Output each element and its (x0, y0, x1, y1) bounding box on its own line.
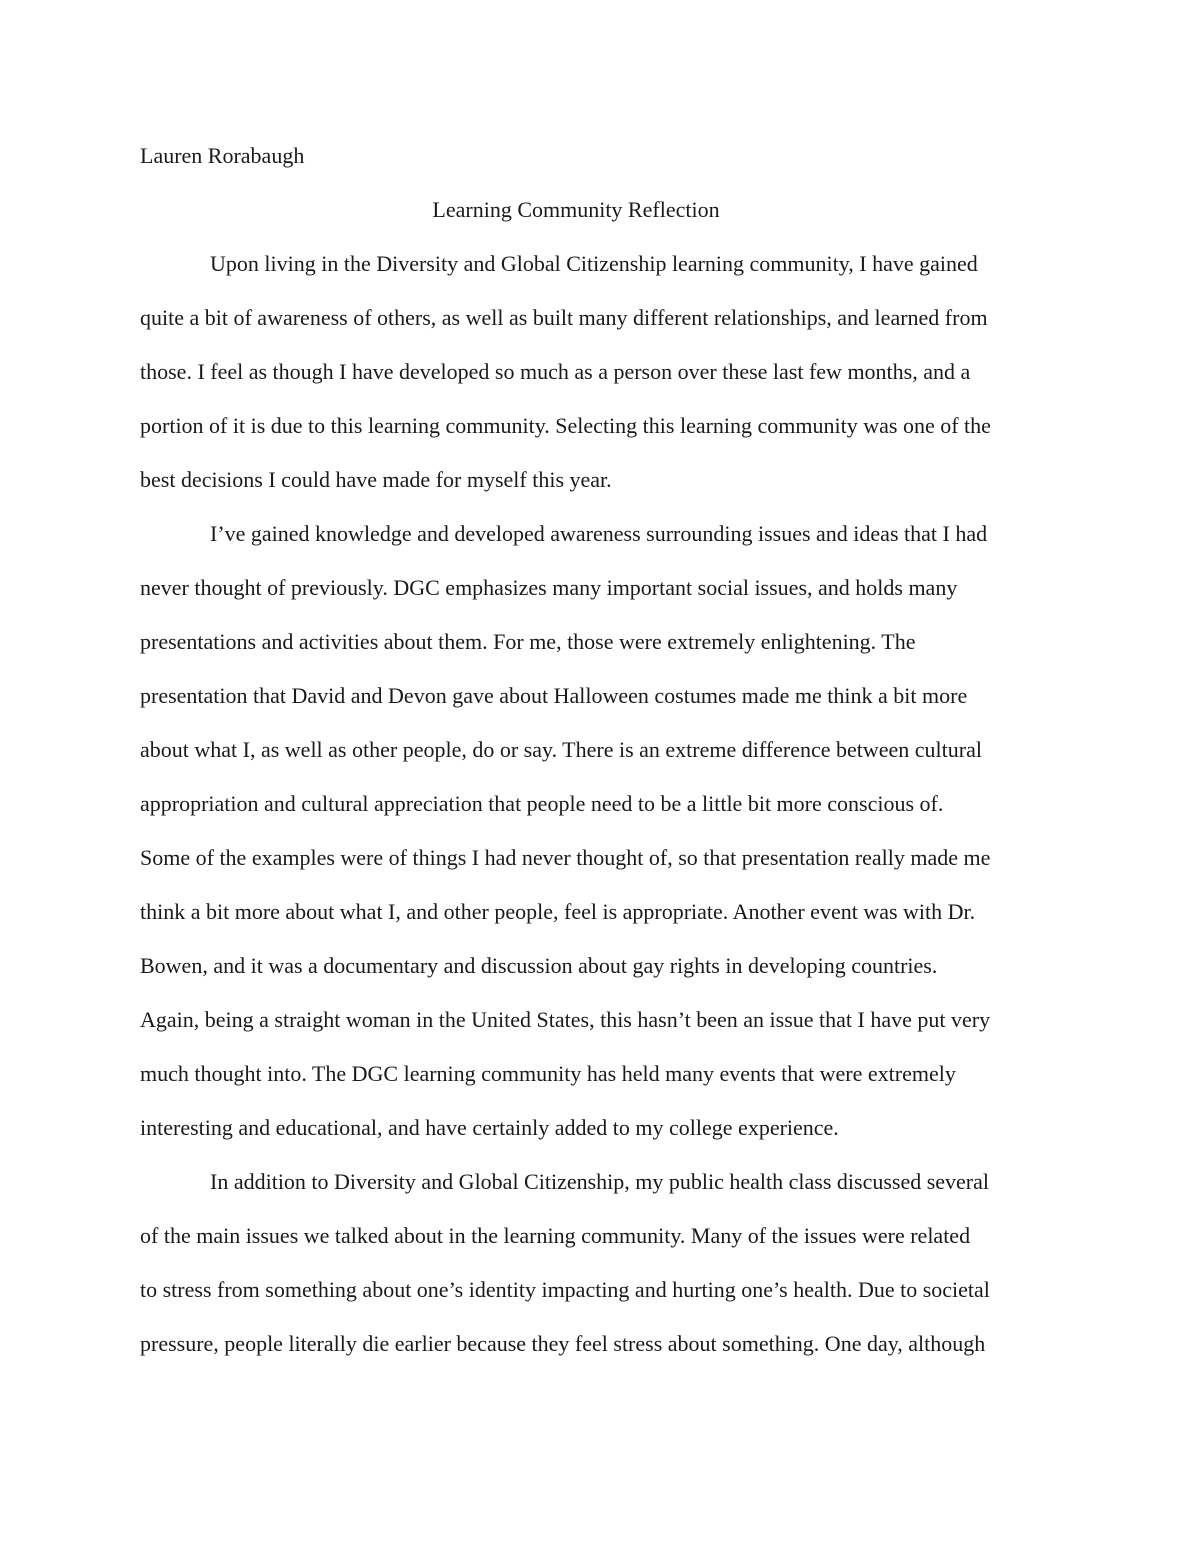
paragraph-line: Some of the examples were of things I had never thought of, so that presentation really made me (140, 845, 991, 870)
paragraph-line: about what I, as well as other people, do or say. There is an extreme difference between cultural (140, 737, 982, 762)
paragraph-line: best decisions I could have made for myself this year. (140, 467, 612, 492)
paragraph-line: think a bit more about what I, and other people, feel is appropriate. Another event was with Dr. (140, 899, 976, 924)
paragraph-line: portion of it is due to this learning community. Selecting this learning community was one of the (140, 413, 991, 438)
paragraph-line: Upon living in the Diversity and Global Citizenship learning community, I have gained (210, 251, 978, 276)
paragraph-line: pressure, people literally die earlier because they feel stress about something. One day, although (140, 1331, 986, 1356)
paragraph-line: never thought of previously. DGC emphasizes many important social issues, and holds many (140, 575, 958, 600)
paragraph-line: appropriation and cultural appreciation that people need to be a little bit more conscious of. (140, 791, 944, 816)
paragraph-line: presentations and activities about them. For me, those were extremely enlightening. The (140, 629, 916, 654)
paragraph-line: In addition to Diversity and Global Citizenship, my public health class discussed several (210, 1169, 990, 1194)
paragraph-line: much thought into. The DGC learning community has held many events that were extremely (140, 1061, 956, 1086)
paragraph-line: presentation that David and Devon gave about Halloween costumes made me think a bit more (140, 683, 968, 708)
page-title: Learning Community Reflection (432, 197, 720, 222)
paragraph-line: of the main issues we talked about in the learning community. Many of the issues were related (140, 1223, 971, 1248)
paragraph-line: to stress from something about one’s identity impacting and hurting one’s health. Due to societal (140, 1277, 990, 1302)
author-name: Lauren Rorabaugh (140, 143, 305, 168)
paragraph-line: quite a bit of awareness of others, as well as built many different relationships, and learned from (140, 305, 988, 330)
paragraph-line: Bowen, and it was a documentary and discussion about gay rights in developing countries. (140, 953, 938, 978)
paragraph-line: I’ve gained knowledge and developed awareness surrounding issues and ideas that I had (210, 521, 988, 546)
paragraph-line: Again, being a straight woman in the United States, this hasn’t been an issue that I have put very (140, 1007, 991, 1032)
paragraph-line: those. I feel as though I have developed so much as a person over these last few months, and a (140, 359, 971, 384)
paragraph-line: interesting and educational, and have certainly added to my college experience. (140, 1115, 839, 1140)
